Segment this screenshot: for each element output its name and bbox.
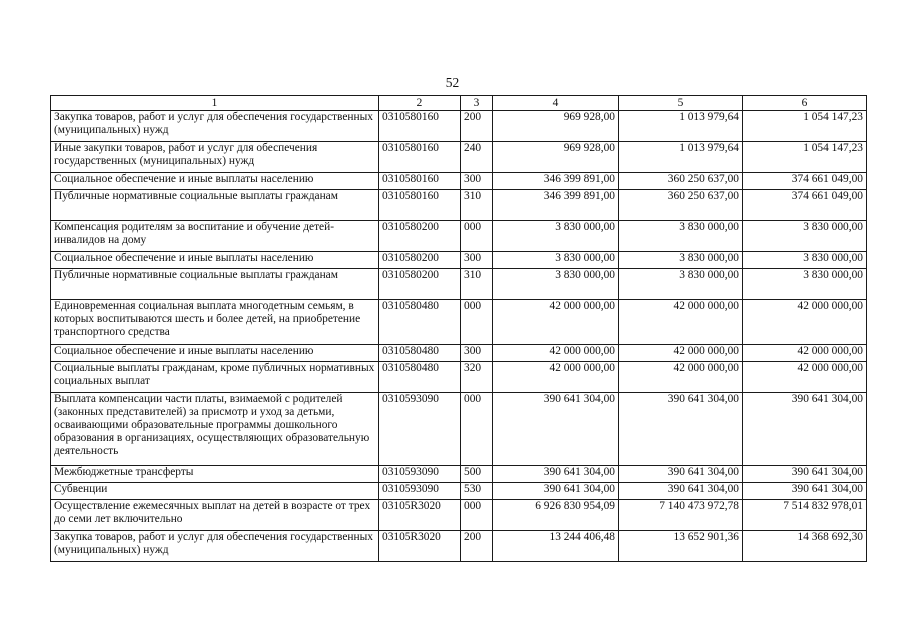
item-code: 0310580160 [379,142,461,173]
amount-col-4: 42 000 000,00 [493,300,619,345]
amount-col-6: 1 054 147,23 [743,111,867,142]
amount-col-5: 42 000 000,00 [619,345,743,362]
expense-type-code: 310 [461,190,493,221]
table-row [51,500,867,531]
amount-col-5: 1 013 979,64 [619,142,743,173]
amount-col-5: 3 830 000,00 [619,221,743,252]
item-name: Закупка товаров, работ и услуг для обеспечения государственных (муниципальных) нужд [51,111,379,142]
table-row [51,252,867,269]
item-code: 0310580200 [379,269,461,300]
item-code: 0310593090 [379,393,461,466]
column-number-row [51,96,867,111]
expense-type-code: 500 [461,466,493,483]
amount-col-5: 42 000 000,00 [619,300,743,345]
column-header-1: 1 [51,96,379,111]
amount-col-6: 7 514 832 978,01 [743,500,867,531]
expense-type-code: 310 [461,269,493,300]
budget-table-body [51,96,867,562]
expense-type-code: 300 [461,345,493,362]
page-number: 52 [445,75,460,90]
item-code: 0310580200 [379,221,461,252]
expense-type-code: 000 [461,393,493,466]
table-row [51,531,867,562]
expense-type-code: 000 [461,221,493,252]
item-name: Компенсация родителям за воспитание и обучение детей-инвалидов на дому [51,221,379,252]
table-row [51,483,867,500]
amount-col-5: 42 000 000,00 [619,362,743,393]
table-row [51,111,867,142]
amount-col-5: 390 641 304,00 [619,466,743,483]
amount-col-6: 1 054 147,23 [743,142,867,173]
table-row [51,393,867,466]
amount-col-5: 7 140 473 972,78 [619,500,743,531]
amount-col-4: 3 830 000,00 [493,252,619,269]
expense-type-code: 200 [461,531,493,562]
item-name: Социальное обеспечение и иные выплаты населению [51,252,379,269]
item-name: Осуществление ежемесячных выплат на детей в возрасте от трех до семи лет включительно [51,500,379,531]
item-code: 0310580480 [379,345,461,362]
item-code: 0310593090 [379,483,461,500]
item-name: Социальное обеспечение и иные выплаты населению [51,173,379,190]
item-code: 0310580160 [379,111,461,142]
table-row [51,345,867,362]
amount-col-5: 13 652 901,36 [619,531,743,562]
amount-col-6: 42 000 000,00 [743,345,867,362]
amount-col-6: 14 368 692,30 [743,531,867,562]
item-name: Выплата компенсации части платы, взимаемой с родителей (законных представителей) за присмотр и уход за детьми, осваивающими образовательные программы дошкольного образования в организациях, осуществляющих образовательную деятельность [51,393,379,466]
amount-col-4: 390 641 304,00 [493,466,619,483]
amount-col-5: 390 641 304,00 [619,483,743,500]
amount-col-5: 1 013 979,64 [619,111,743,142]
amount-col-5: 3 830 000,00 [619,269,743,300]
expense-type-code: 000 [461,500,493,531]
expense-type-code: 530 [461,483,493,500]
item-code: 0310580200 [379,252,461,269]
table-row [51,362,867,393]
amount-col-6: 390 641 304,00 [743,483,867,500]
amount-col-5: 360 250 637,00 [619,190,743,221]
amount-col-4: 969 928,00 [493,142,619,173]
item-name: Публичные нормативные социальные выплаты гражданам [51,190,379,221]
amount-col-4: 13 244 406,48 [493,531,619,562]
column-header-6: 6 [743,96,867,111]
table-row [51,190,867,221]
item-code: 0310580480 [379,300,461,345]
amount-col-4: 42 000 000,00 [493,362,619,393]
amount-col-4: 3 830 000,00 [493,269,619,300]
amount-col-5: 3 830 000,00 [619,252,743,269]
amount-col-4: 390 641 304,00 [493,483,619,500]
item-name: Субвенции [51,483,379,500]
column-header-4: 4 [493,96,619,111]
amount-col-6: 3 830 000,00 [743,252,867,269]
amount-col-6: 390 641 304,00 [743,393,867,466]
amount-col-4: 42 000 000,00 [493,345,619,362]
amount-col-6: 390 641 304,00 [743,466,867,483]
amount-col-6: 3 830 000,00 [743,269,867,300]
amount-col-6: 374 661 049,00 [743,173,867,190]
table-row [51,300,867,345]
item-code: 0310580160 [379,190,461,221]
amount-col-4: 969 928,00 [493,111,619,142]
item-code: 03105R3020 [379,500,461,531]
item-name: Межбюджетные трансферты [51,466,379,483]
item-code: 0310580160 [379,173,461,190]
amount-col-6: 374 661 049,00 [743,190,867,221]
expense-type-code: 320 [461,362,493,393]
amount-col-4: 346 399 891,00 [493,173,619,190]
amount-col-6: 42 000 000,00 [743,362,867,393]
expense-type-code: 300 [461,252,493,269]
item-code: 03105R3020 [379,531,461,562]
item-name: Публичные нормативные социальные выплаты гражданам [51,269,379,300]
item-name: Иные закупки товаров, работ и услуг для обеспечения государственных (муниципальных) нужд [51,142,379,173]
item-name: Социальное обеспечение и иные выплаты населению [51,345,379,362]
column-header-5: 5 [619,96,743,111]
expense-type-code: 240 [461,142,493,173]
table-row [51,221,867,252]
expense-type-code: 300 [461,173,493,190]
expense-type-code: 000 [461,300,493,345]
amount-col-4: 3 830 000,00 [493,221,619,252]
table-row [51,269,867,300]
budget-table [50,95,867,562]
column-header-2: 2 [379,96,461,111]
item-name: Закупка товаров, работ и услуг для обеспечения государственных (муниципальных) нужд [51,531,379,562]
amount-col-4: 6 926 830 954,09 [493,500,619,531]
item-name: Единовременная социальная выплата многодетным семьям, в которых воспитываются шесть и более детей, на приобретение транспортного средства [51,300,379,345]
amount-col-6: 3 830 000,00 [743,221,867,252]
amount-col-5: 360 250 637,00 [619,173,743,190]
amount-col-5: 390 641 304,00 [619,393,743,466]
column-header-3: 3 [461,96,493,111]
amount-col-6: 42 000 000,00 [743,300,867,345]
table-row [51,142,867,173]
item-code: 0310593090 [379,466,461,483]
expense-type-code: 200 [461,111,493,142]
item-name: Социальные выплаты гражданам, кроме публичных нормативных социальных выплат [51,362,379,393]
amount-col-4: 390 641 304,00 [493,393,619,466]
table-row [51,466,867,483]
amount-col-4: 346 399 891,00 [493,190,619,221]
table-row [51,173,867,190]
item-code: 0310580480 [379,362,461,393]
